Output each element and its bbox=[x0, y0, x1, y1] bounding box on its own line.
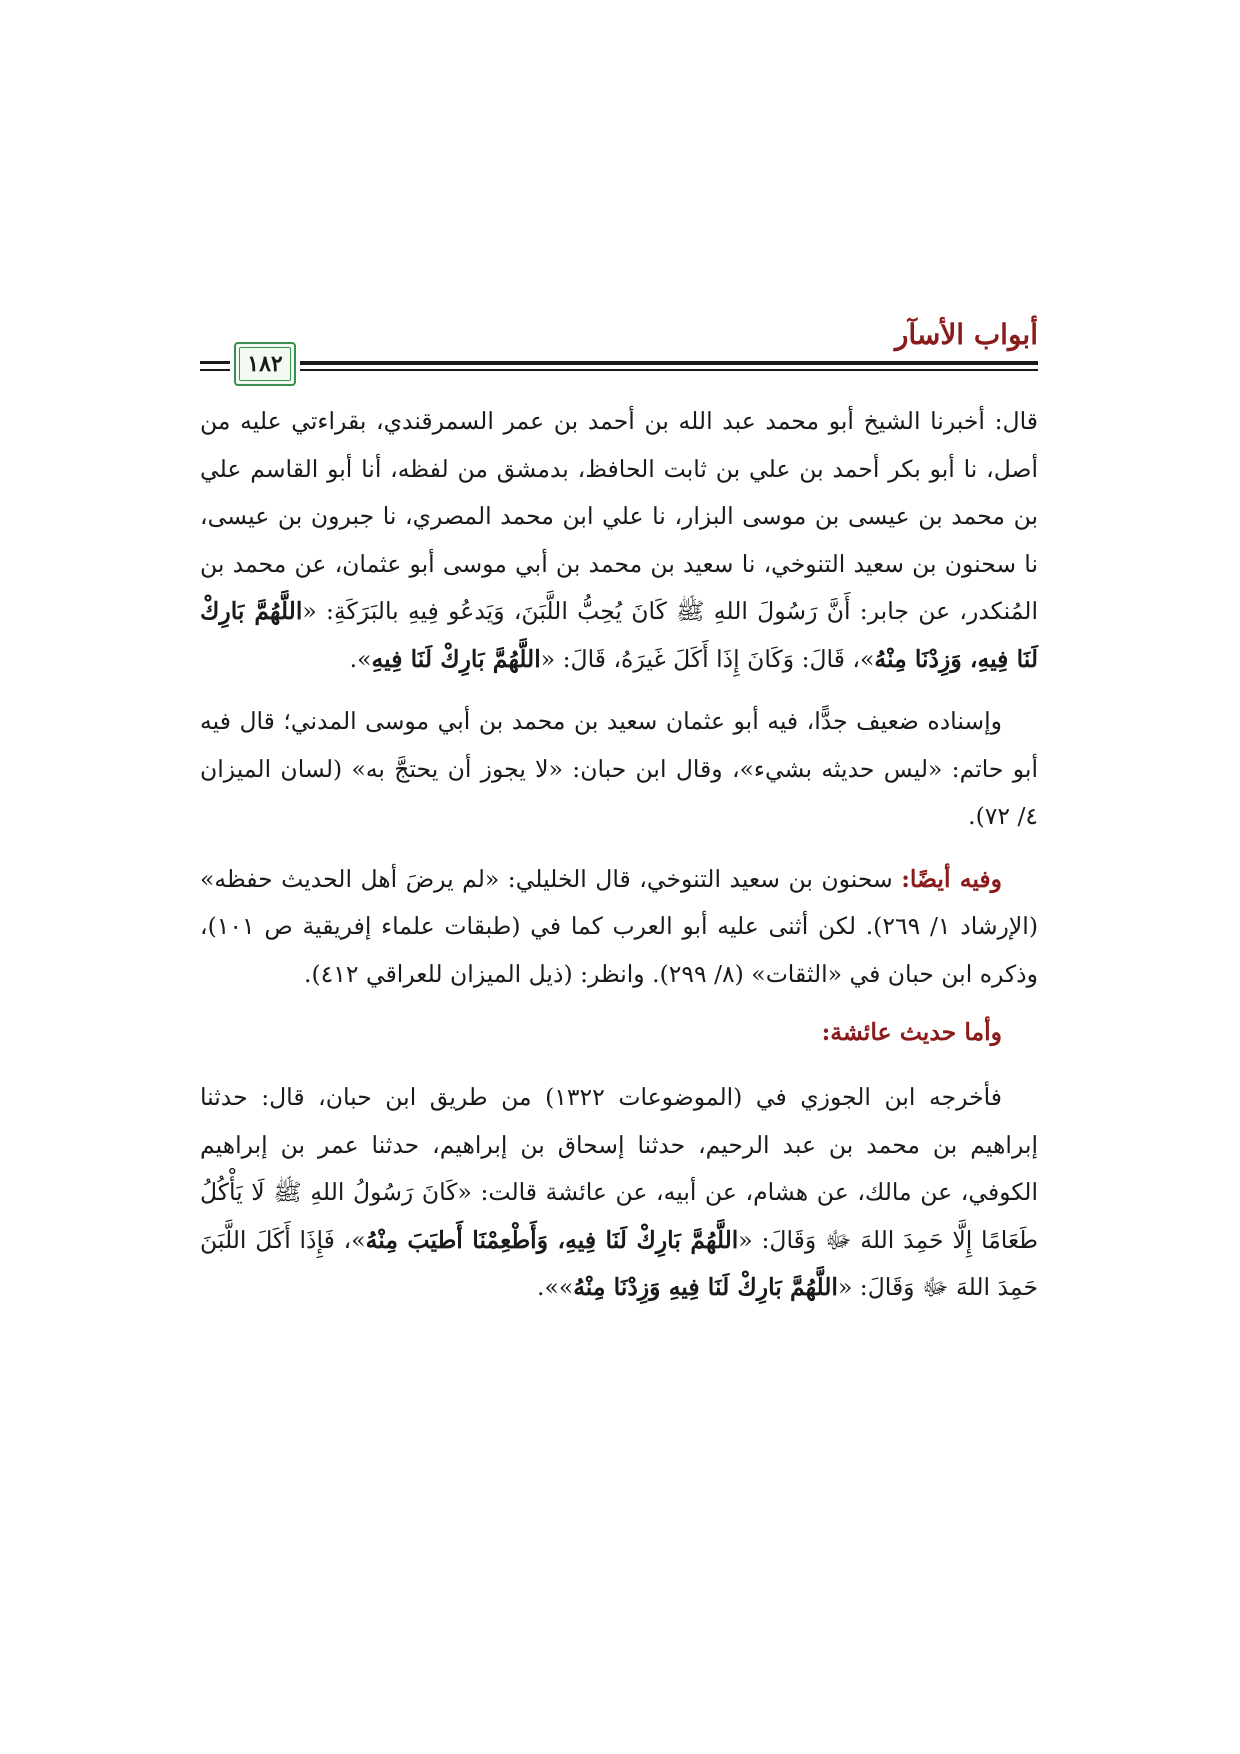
hadith-quote: اللَّهُمَّ بَارِكْ لَنَا فِيهِ وَزِدْنَا مِنْهُ bbox=[573, 1273, 838, 1301]
page-header bbox=[200, 318, 1038, 380]
hadith-quote: اللَّهُمَّ بَارِكْ لَنَا فِيهِ bbox=[371, 644, 541, 673]
hadith-quote: اللَّهُمَّ بَارِكْ لَنَا فِيهِ، وَزِدْنَا مِنْهُ bbox=[200, 597, 1038, 673]
header-rule-left-thin bbox=[200, 369, 230, 371]
paragraph-also bbox=[200, 856, 1038, 999]
paragraph-text: سحنون بن سعيد التنوخي، قال الخليلي: «لم يرضَ أهل الحديث حفظه» (الإرشاد ١/ ٢٦٩). لكن أثنى عليه أبو العرب كما في (طبقات علماء إفريقية ص ١٠١)، وذكره ابن حبان في «الثقات» (٨/ ٢٩٩). وانظر: (ذيل الميزان للعراقي ٤١٢). bbox=[200, 864, 1039, 988]
hadith-quote: اللَّهُمَّ بَارِكْ لَنَا فِيهِ، وَأَطْعِمْنَا أَطيَبَ مِنْهُ bbox=[365, 1225, 739, 1254]
paragraph-text: فأخرجه ابن الجوزي في (الموضوعات ١٣٢٢) من طريق ابن حبان، قال: حدثنا إبراهيم بن محمد بن عبد الرحيم، حدثنا إسحاق بن إبراهيم، حدثنا عمر بن إبراهيم الكوفي، عن مالك، عن هشام، عن أبيه، عن عائشة قالت: «كَانَ رَسُولُ اللهِ ﷺ لَا يَأْكُلُ طَعَامًا إِلَّا حَمِدَ اللهَ ﷻ وَقَالَ: « bbox=[200, 1083, 1038, 1254]
header-rule-left bbox=[200, 361, 230, 364]
header-rule-thin bbox=[300, 369, 1038, 371]
paragraph-weakness: وإسناده ضعيف جدًّا، فيه أبو عثمان سعيد بن محمد بن أبي موسى المدني؛ قال فيه أبو حاتم: «ليس حديثه بشيء»، وقال ابن حبان: «لا يجوز أن يحتجَّ به» (لسان الميزان ٤/ ٧٢). bbox=[200, 707, 1038, 830]
paragraph-text: »». bbox=[536, 1273, 574, 1301]
header-rule-thick bbox=[300, 361, 1038, 365]
running-title: أبواب الأسآر bbox=[894, 318, 1038, 351]
paragraph-lead: وفيه أيضًا: bbox=[901, 864, 1002, 893]
page-number: ١٨٢ bbox=[247, 351, 283, 377]
paragraph-text: »، قَالَ: وَكَانَ إِذَا أَكَلَ غَيرَهُ، قَالَ: « bbox=[540, 644, 875, 673]
page-body bbox=[200, 398, 1038, 1312]
paragraph-aisha bbox=[200, 1074, 1038, 1312]
section-heading: وأما حديث عائشة: bbox=[821, 1018, 1002, 1046]
paragraph-text: ». bbox=[349, 644, 372, 673]
paragraph-isnad-jabir bbox=[200, 398, 1038, 683]
paragraph-text: »، فَإِذَا أَكَلَ اللَّبَنَ حَمِدَ اللهَ ﷻ وَقَالَ: « bbox=[200, 1225, 1038, 1301]
page-number-frame bbox=[234, 342, 296, 386]
paragraph-text: قال: أخبرنا الشيخ أبو محمد عبد الله بن أحمد بن عمر السمرقندي، بقراءتي عليه من أصل، نا أبو بكر أحمد بن علي بن ثابت الحافظ، بدمشق من لفظه، أنا أبو القاسم علي بن محمد بن عيسى بن موسى البزار، نا علي ابن محمد المصري، نا جبرون بن عيسى، نا سحنون بن سعيد التنوخي، نا سعيد بن محمد بن أبي موسى أبو عثمان، عن محمد بن المُنكدر، عن جابر: أَنَّ رَسُولَ اللهِ ﷺ كَانَ يُحِبُّ اللَّبَنَ، وَيَدعُو فِيهِ بالبَرَكَةِ: « bbox=[200, 407, 1039, 625]
